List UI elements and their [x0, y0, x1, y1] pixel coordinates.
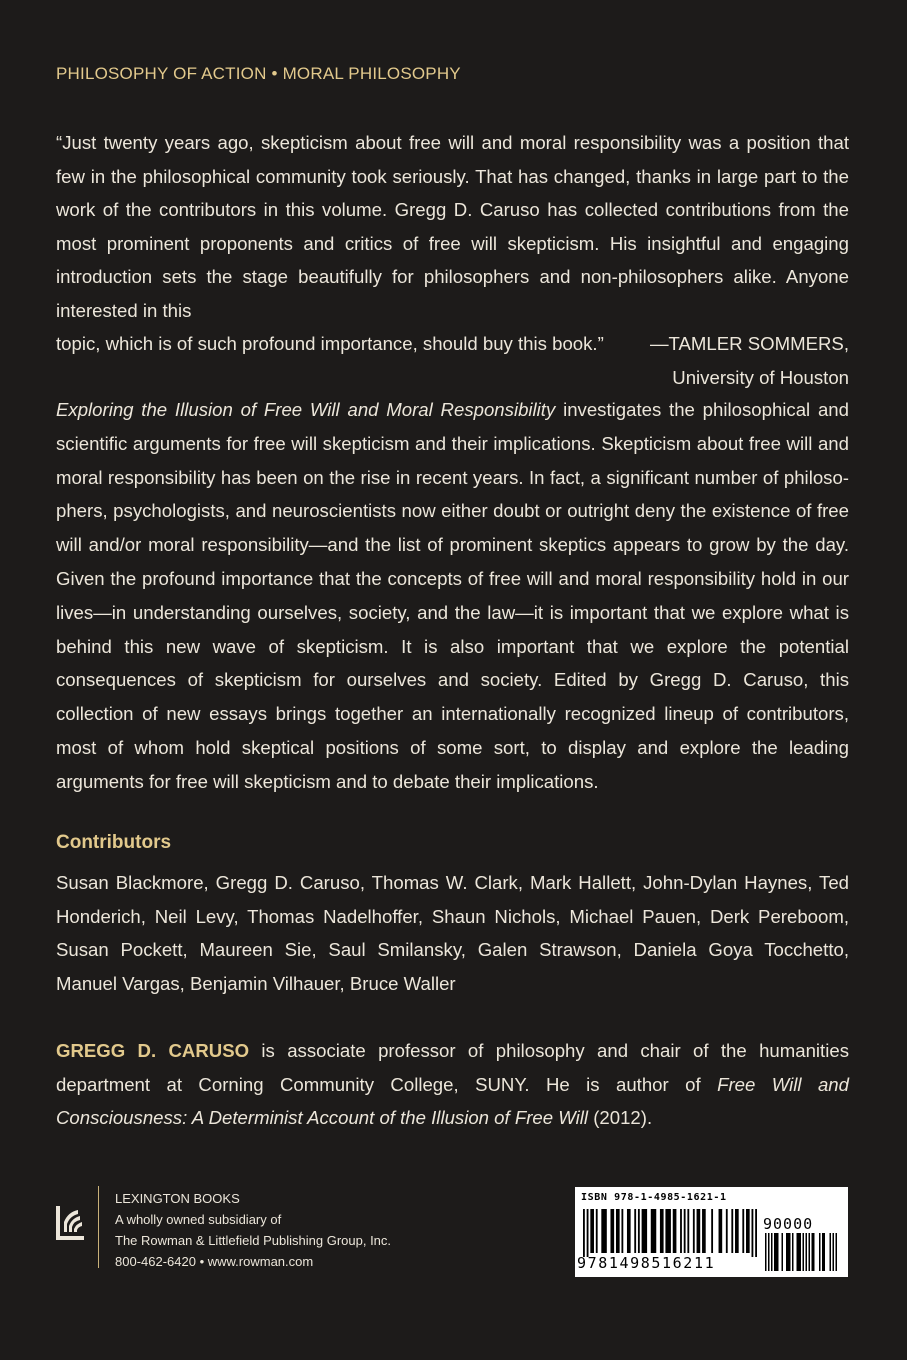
contributors-heading: Contributors — [56, 832, 172, 853]
barcode-bar — [797, 1233, 802, 1271]
contributors-list: Susan Blackmore, Gregg D. Caruso, Thomas W. Clark, Mark Hallett, John-Dylan Haynes, Ted Honderich, Neil Levy, Thomas Nadelhoffer, Shaun Nichols, Michael Pauen, Derk Pereboom, Susan Pockett, Maureen Sie, Saul Smilansky, Galen Strawson, Daniela Goya Tocchetto, Manuel Vargas, Benjamin Vilhauer, Bruce Waller — [56, 872, 849, 994]
barcode-bar — [746, 1209, 750, 1253]
description-body: investigates the philosophical and scientific arguments for free will skepticism and their implications. Skepticism about free will and moral responsibility has been on the rise in recent years. In fact, a significant number of philoso-phers, psychologists, and neuroscientists now either doubt or outright deny the existence of free will and/or moral responsibility—and the list of prominent skeptics appears to grow by the day. Given the profound importance that the concepts of free will and moral responsibility hold in our lives—in understanding ourselves, society, and the law—it is important that we explore what is behind this new wave of skepticism. It is also important that we explore the potential consequences of skepticism for ourselves and society. Edited by Gregg D. Caruso, this collection of new essays brings together an internationally recognized lineup of contributors, most of whom hold skeptical positions of some sort, to display and explore the leading arguments for free will skepticism and to debate their implications. — [56, 399, 849, 792]
book-description — [56, 393, 849, 799]
bio-book-title: Free Will and Consciousness: A Determinist Account of the Illusion of Free Will — [56, 1073, 849, 1128]
ean-digits: 9781498516211 — [577, 1254, 716, 1272]
barcode-bar — [768, 1233, 770, 1271]
barcode-bar — [621, 1209, 623, 1253]
publisher-contact: 800-462-6420 • www.rowman.com — [115, 1254, 314, 1269]
book-title: Exploring the Illusion of Free Will and Moral Responsibility — [56, 399, 556, 420]
barcode-bar — [634, 1209, 636, 1253]
editor-name: GREGG D. CARUSO — [56, 1040, 250, 1061]
endorsement-last-line — [56, 327, 849, 361]
publisher-divider — [98, 1186, 99, 1268]
barcode-bar — [822, 1233, 825, 1271]
barcode-bar — [702, 1209, 706, 1253]
barcode-bar — [638, 1209, 640, 1253]
barcode-bar — [616, 1209, 620, 1253]
barcode-bar — [665, 1209, 670, 1253]
barcode-bar — [627, 1209, 631, 1253]
lexington-logo-icon — [56, 1206, 88, 1240]
barcode-bar — [726, 1209, 728, 1253]
barcode-bar — [610, 1209, 614, 1253]
bio-text-b: (2012). — [588, 1107, 653, 1128]
publisher-subsidiary: A wholly owned subsidiary of — [115, 1212, 282, 1227]
barcode-bar — [803, 1233, 805, 1271]
barcode-bar — [735, 1209, 739, 1253]
barcode-bar — [673, 1209, 677, 1253]
barcode-box — [575, 1187, 848, 1277]
price-code: 90000 — [763, 1215, 814, 1233]
price-barcode — [765, 1233, 837, 1271]
barcode-bar — [782, 1233, 784, 1271]
endorsement-quote-end: topic, which is of such profound importance, should buy this book.” — [56, 333, 604, 354]
barcode-bar — [752, 1209, 754, 1257]
barcode-bar — [833, 1233, 835, 1271]
barcode-bar — [830, 1233, 832, 1271]
barcode-bar — [719, 1209, 723, 1253]
barcode-bar — [680, 1209, 682, 1253]
barcode-bar — [765, 1233, 767, 1271]
publisher-name: LEXINGTON BOOKS — [115, 1191, 240, 1206]
barcode-bar — [819, 1233, 821, 1271]
publisher-parent: The Rowman & Littlefield Publishing Group, Inc. — [115, 1233, 392, 1248]
barcode-bar — [742, 1209, 744, 1253]
endorsement-dash: — — [649, 333, 669, 354]
barcode-bar — [809, 1233, 811, 1271]
barcode-bar — [806, 1233, 808, 1271]
barcode-bar — [786, 1233, 791, 1271]
endorsement-attribution — [650, 327, 849, 361]
barcode-bar — [684, 1209, 686, 1253]
barcode-bar — [792, 1233, 794, 1271]
barcode-bar — [693, 1209, 695, 1253]
barcode-bar — [596, 1209, 598, 1253]
barcode-bar — [774, 1233, 779, 1271]
category-label: PHILOSOPHY OF ACTION • MORAL PHILOSOPHY — [56, 64, 461, 83]
isbn-label: ISBN 978-1-4985-1621-1 — [581, 1192, 727, 1203]
barcode-bar — [660, 1209, 664, 1253]
publisher-info — [115, 1188, 391, 1272]
endorsement-affiliation: University of Houston — [672, 366, 849, 388]
barcode-bar — [587, 1209, 589, 1257]
endorsement-blurb — [56, 126, 849, 394]
barcode-bar — [687, 1209, 689, 1253]
barcode-bar — [836, 1233, 838, 1271]
endorsement-quote: “Just twenty years ago, skepticism about free will and moral responsibility was a position that few in the philosophical community took seriously. That has changed, thanks in large part to the work of the contributors in this volume. Gregg D. Caruso has collected contributions from the most prominent proponents and critics of free will skepticism. His insightful and engaging introduction sets the stage beautifully for philosophers and non-philosophers alike. Anyone interested in this — [56, 132, 849, 321]
barcode-bar — [812, 1233, 815, 1271]
endorsement-author: TAMLER SOMMERS — [668, 333, 844, 354]
barcode-bar — [590, 1209, 594, 1253]
barcode-bar — [583, 1209, 585, 1257]
barcode-bar — [731, 1209, 733, 1253]
barcode-bar — [642, 1209, 647, 1253]
endorsement-comma: , — [843, 333, 849, 354]
barcode-bar — [697, 1209, 701, 1253]
barcode-bar — [755, 1209, 757, 1257]
barcode-bar — [601, 1209, 606, 1253]
ean-barcode — [583, 1209, 757, 1257]
barcode-bar — [711, 1209, 713, 1253]
editor-bio — [56, 1034, 849, 1135]
barcode-bar — [651, 1209, 656, 1253]
barcode-bar — [771, 1233, 773, 1271]
bio-text-a: is associate professor of philosophy and chair of the humanities department at Corning Community College, SUNY. He is author of — [56, 1040, 849, 1095]
